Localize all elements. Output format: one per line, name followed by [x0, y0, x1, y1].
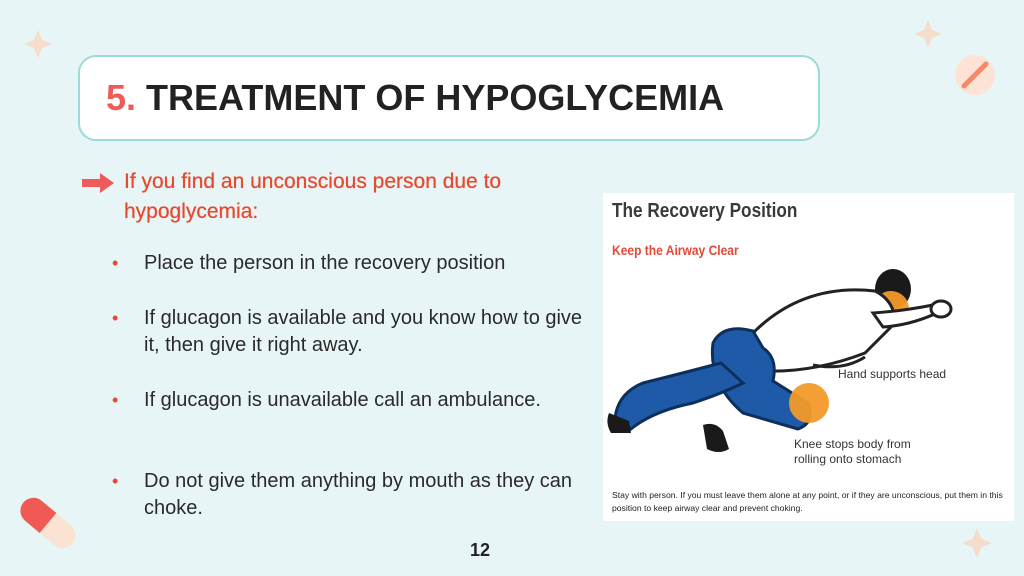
bullet-text: If glucagon is unavailable call an ambulance.: [144, 389, 541, 411]
bullet-dot: •: [112, 253, 119, 273]
bullet-item: [112, 250, 594, 277]
bullet-item: [112, 387, 594, 414]
page-number: 12: [469, 540, 491, 560]
pencil-icon: [952, 52, 998, 98]
figure-subtitle: Keep the Airway Clear: [612, 242, 739, 258]
bullet-dot: •: [112, 308, 119, 328]
intro-text: If you find an unconscious person due to hypoglycemia:: [124, 170, 502, 223]
hand-label: Hand supports head: [838, 367, 947, 381]
title-box: [78, 55, 820, 141]
sparkle-icon: [960, 526, 994, 560]
page-title: [106, 77, 724, 119]
knee-label: Knee stops body from rolling onto stomach: [794, 437, 911, 466]
figure-caption: Stay with person. If you must leave them alone at any point, or if they are unconscious, put them in this position to keep airway clear and prevent choking.: [612, 490, 1003, 513]
bullet-dot: •: [112, 390, 119, 410]
figure-title: The Recovery Position: [612, 200, 798, 222]
recovery-position-figure: [603, 193, 1014, 521]
right-arrow-icon: [80, 172, 116, 194]
bullet-item: [112, 468, 594, 522]
title-text: TREATMENT OF HYPOGLYCEMIA: [146, 77, 725, 118]
sparkle-icon: [22, 28, 54, 60]
sparkle-icon: [912, 18, 944, 50]
title-number: 5.: [106, 77, 137, 118]
bullet-dot: •: [112, 471, 119, 491]
bullet-item: [112, 305, 594, 359]
bullet-text: Place the person in the recovery position: [144, 252, 506, 274]
bullet-text: If glucagon is available and you know how to give it, then give it right away.: [144, 307, 583, 356]
bullet-text: Do not give them anything by mouth as they can choke.: [144, 470, 573, 519]
